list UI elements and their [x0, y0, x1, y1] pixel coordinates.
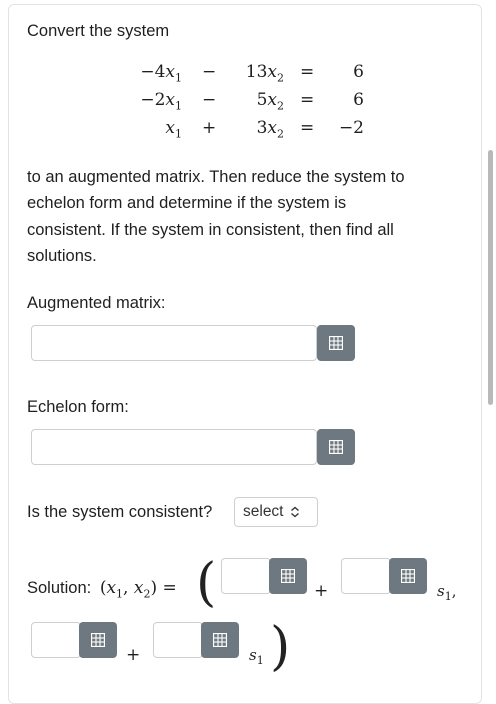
matrix-grid-icon: [329, 440, 343, 454]
solution-matrix-button-3[interactable]: [79, 622, 117, 658]
eq1-term1: $-4x_1$: [140, 62, 182, 85]
augmented-matrix-input[interactable]: [32, 326, 316, 360]
solution-param-1: $s_1$,: [437, 582, 457, 603]
instruction-line-1: to an augmented matrix. Then reduce the system to: [27, 168, 405, 186]
eq3-term2: $3x_2$: [256, 118, 284, 141]
eq2-operator: −: [202, 90, 217, 110]
matrix-grid-icon: [329, 336, 343, 350]
solution-field-3[interactable]: [31, 622, 81, 658]
solution-label: Solution: ($x_1$, $x_2$) =: [27, 578, 177, 601]
solution-param-2: $s_1$: [249, 646, 264, 667]
solution-matrix-button-2[interactable]: [389, 558, 427, 594]
echelon-form-label: Echelon form:: [27, 398, 129, 416]
echelon-form-input[interactable]: [32, 430, 316, 464]
eq1-rhs: 6: [353, 62, 364, 82]
matrix-grid-icon: [401, 569, 415, 583]
augmented-matrix-label: Augmented matrix:: [27, 294, 166, 312]
eq3-term1: $x_1$: [165, 118, 182, 141]
echelon-form-button[interactable]: [317, 429, 355, 465]
eq3-operator: +: [202, 118, 217, 138]
solution-matrix-button-1[interactable]: [269, 558, 307, 594]
eq2-equals: =: [300, 90, 315, 110]
instruction-line-4: solutions.: [27, 247, 97, 265]
consistency-select[interactable]: [234, 497, 318, 527]
eq2-rhs: 6: [353, 90, 364, 110]
solution-input-4[interactable]: [154, 623, 202, 657]
instruction-line-2: echelon form and determine if the system is: [27, 194, 347, 212]
solution-open-paren: (: [196, 553, 217, 613]
echelon-form-field[interactable]: [31, 429, 317, 465]
matrix-grid-icon: [213, 633, 227, 647]
eq1-equals: =: [300, 62, 315, 82]
matrix-grid-icon: [91, 633, 105, 647]
eq3-equals: =: [300, 118, 315, 138]
solution-plus-1: +: [314, 581, 329, 601]
consistency-question: Is the system consistent?: [27, 503, 213, 521]
up-down-chevron-icon: [290, 506, 300, 518]
solution-plus-2: +: [126, 645, 141, 665]
instruction-line-3: consistent. If the system in consistent, then find all: [27, 221, 394, 239]
solution-input-1[interactable]: [222, 559, 270, 593]
consistency-select-value: select: [243, 503, 284, 520]
matrix-grid-icon: [281, 569, 295, 583]
solution-matrix-button-4[interactable]: [201, 622, 239, 658]
solution-close-paren: ): [270, 617, 291, 677]
solution-field-2[interactable]: [341, 558, 391, 594]
solution-input-3[interactable]: [32, 623, 80, 657]
solution-field-1[interactable]: [221, 558, 271, 594]
augmented-matrix-field[interactable]: [31, 325, 317, 361]
eq2-term1: $-2x_1$: [140, 90, 182, 113]
eq3-rhs: −2: [338, 118, 364, 138]
intro-text: Convert the system: [27, 22, 170, 40]
scrollbar[interactable]: [488, 150, 493, 405]
eq2-term2: $5x_2$: [256, 90, 284, 113]
augmented-matrix-button[interactable]: [317, 325, 355, 361]
eq1-term2: $13x_2$: [245, 62, 284, 85]
solution-input-2[interactable]: [342, 559, 390, 593]
eq1-operator: −: [202, 62, 217, 82]
solution-field-4[interactable]: [153, 622, 203, 658]
